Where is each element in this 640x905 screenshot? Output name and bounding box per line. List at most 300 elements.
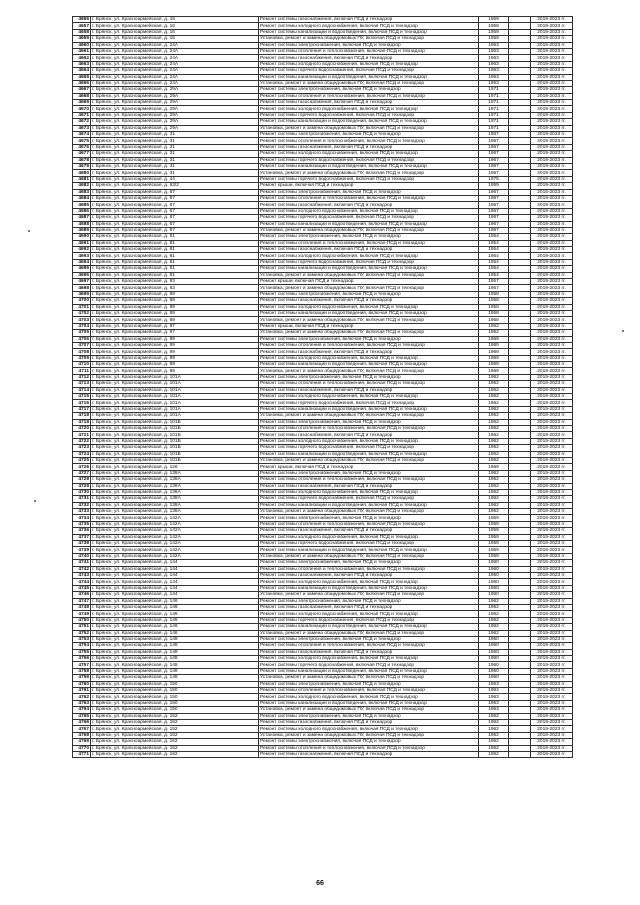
row-number: 4736 xyxy=(73,528,91,534)
row-build-year: 1962 xyxy=(479,470,509,476)
row-period: 2019-2023 гг. xyxy=(531,579,573,585)
row-build-year: 1960 xyxy=(479,592,509,598)
row-period: 2019-2023 гг. xyxy=(531,726,573,732)
row-work-type: Ремонт системы электроснабжения, включая ПСД и технадзор xyxy=(259,739,479,745)
row-period: 2019-2023 гг. xyxy=(531,279,573,285)
table-row xyxy=(73,342,573,348)
row-period: 2019-2023 гг. xyxy=(531,132,573,138)
table-row xyxy=(73,272,573,278)
row-work-type: Ремонт системы канализации и водоотведения, включая ПСД и технадзор xyxy=(259,221,479,227)
table-row xyxy=(73,579,573,585)
row-address: г. Брянск, ул. Красноармейская, д. 150 xyxy=(91,681,259,687)
row-number: 4706 xyxy=(73,336,91,342)
row-build-year: 1962 xyxy=(479,489,509,495)
row-work-type: Ремонт системы холодного водоснабжения, включая ПСД и технадзор xyxy=(259,438,479,444)
row-work-type: Установка, ремонт и замена общедомовых ПУ, включая ПСД и технадзор xyxy=(259,170,479,176)
row-number: 4738 xyxy=(73,541,91,547)
row-work-type: Ремонт крыши, включая ПСД и технадзор xyxy=(259,464,479,470)
scan-speck xyxy=(622,330,624,332)
table-row xyxy=(73,68,573,74)
row-build-year: 1969 xyxy=(479,336,509,342)
row-build-year: 1962 xyxy=(479,496,509,502)
row-build-year: 1960 xyxy=(479,656,509,662)
table-row xyxy=(73,259,573,265)
row-work-type: Ремонт системы холодного водоснабжения, включая ПСД и технадзор xyxy=(259,23,479,29)
row-work-type: Ремонт системы холодного водоснабжения, включая ПСД и технадзор xyxy=(259,394,479,400)
row-address: г. Брянск, ул. Красноармейская, д. 148 xyxy=(91,636,259,642)
table-row xyxy=(73,368,573,374)
row-period: 2019-2023 гг. xyxy=(531,151,573,157)
row-address: г. Брянск, ул. Красноармейская, д. 29А xyxy=(91,119,259,125)
table-row xyxy=(73,387,573,393)
row-address: г. Брянск, ул. Красноармейская, д. 101Б xyxy=(91,457,259,463)
row-period: 2019-2023 гг. xyxy=(531,700,573,706)
row-build-year: 1960 xyxy=(479,643,509,649)
row-address: г. Брянск, ул. Красноармейская, д. 81 xyxy=(91,266,259,272)
row-number: 4661 xyxy=(73,48,91,54)
row-address: г. Брянск, ул. Красноармейская, д. 162 xyxy=(91,745,259,751)
row-address: г. Брянск, ул. Красноармейская, д. 146 xyxy=(91,624,259,630)
row-address: г. Брянск, ул. Красноармейская, д. 148 xyxy=(91,675,259,681)
table-row xyxy=(73,138,573,144)
row-period: 2019-2023 гг. xyxy=(531,419,573,425)
row-address: г. Брянск, ул. Красноармейская, д. 97 xyxy=(91,330,259,336)
table-row xyxy=(73,323,573,329)
row-period: 2019-2023 гг. xyxy=(531,688,573,694)
row-number: 4678 xyxy=(73,157,91,163)
row-address: г. Брянск, ул. Красноармейская, д. 29А xyxy=(91,125,259,131)
table-row xyxy=(73,253,573,259)
table-row xyxy=(73,745,573,751)
row-period: 2015-2023 гг. xyxy=(531,560,573,566)
row-period: 2019-2023 гг. xyxy=(531,68,573,74)
table-row xyxy=(73,394,573,400)
row-number: 4743 xyxy=(73,572,91,578)
row-number: 4664 xyxy=(73,68,91,74)
row-period: 2019-2023 гг. xyxy=(531,202,573,208)
row-work-type: Ремонт системы электроснабжения, включая ПСД и технадзор xyxy=(259,515,479,521)
row-build-year: 1962 xyxy=(479,330,509,336)
row-address: г. Брянск, ул. Красноармейская, д. 152 xyxy=(91,732,259,738)
row-period: 2019-2023 гг. xyxy=(531,649,573,655)
row-address: г. Брянск, ул. Красноармейская, д. 81 xyxy=(91,240,259,246)
row-period: 2019-2023 гг. xyxy=(531,630,573,636)
row-address: г. Брянск, ул. Красноармейская, д. 101А xyxy=(91,400,259,406)
table-row xyxy=(73,624,573,630)
row-period: 2019-2023 гг. xyxy=(531,87,573,93)
row-build-year: 1954 xyxy=(479,259,509,265)
row-address: г. Брянск, ул. Красноармейская, д. 162 xyxy=(91,751,259,757)
row-build-year: 1971 xyxy=(479,100,509,106)
row-number: 4714 xyxy=(73,387,91,393)
row-period: 2019-2023 гг. xyxy=(531,719,573,725)
row-work-type: Установка, ремонт и замена общедомовых ПУ, включая ПСД и технадзор xyxy=(259,272,479,278)
row-address: г. Брянск, ул. Красноармейская, д. 99 xyxy=(91,342,259,348)
row-build-year: 1963 xyxy=(479,61,509,67)
table-body xyxy=(73,17,573,758)
row-work-type: Ремонт системы канализации и водоотведения, включая ПСД и технадзор xyxy=(259,362,479,368)
row-build-year: 1967 xyxy=(479,227,509,233)
table-row xyxy=(73,732,573,738)
row-build-year: 1954 xyxy=(479,253,509,259)
row-number: 4768 xyxy=(73,732,91,738)
row-build-year: 1960 xyxy=(479,572,509,578)
row-address: г. Брянск, ул. Красноармейская, д. 101Б xyxy=(91,426,259,432)
row-build-year: 1960 xyxy=(479,668,509,674)
table-row xyxy=(73,611,573,617)
row-build-year: 1963 xyxy=(479,68,509,74)
row-build-year: 1962 xyxy=(479,426,509,432)
table-row xyxy=(73,553,573,559)
row-build-year: 1962 xyxy=(479,483,509,489)
table-row xyxy=(73,585,573,591)
row-work-type: Ремонт системы холодного водоснабжения, включая ПСД и технадзор xyxy=(259,489,479,495)
row-build-year: 1962 xyxy=(479,419,509,425)
row-address: г. Брянск, ул. Красноармейская, д. 89 xyxy=(91,317,259,323)
row-period: 2019-2023 гг. xyxy=(531,183,573,189)
row-work-type: Ремонт системы холодного водоснабжения, включая ПСД и технадзор xyxy=(259,694,479,700)
row-build-year: 1959 xyxy=(479,183,509,189)
table-row xyxy=(73,189,573,195)
row-period: 2019-2023 гг. xyxy=(531,291,573,297)
row-work-type: Установка, ремонт и замена общедомовых ПУ, включая ПСД и технадзор xyxy=(259,317,479,323)
row-build-year: 1971 xyxy=(479,112,509,118)
table-row xyxy=(73,496,573,502)
row-work-type: Ремонт системы отопления и теплоснабжения, включая ПСД и технадзор xyxy=(259,521,479,527)
row-work-type: Ремонт системы холодного водоснабжения, включая ПСД и технадзор xyxy=(259,304,479,310)
row-number: 4693 xyxy=(73,253,91,259)
row-period: 2019-2023 гг. xyxy=(531,112,573,118)
row-build-year: 1958 xyxy=(479,310,509,316)
row-work-type: Ремонт системы холодного водоснабжения, включая ПСД и технадзор xyxy=(259,611,479,617)
row-work-type: Ремонт системы электроснабжения, включая ПСД и технадзор xyxy=(259,291,479,297)
row-build-year: 1962 xyxy=(479,374,509,380)
row-address: г. Брянск, ул. Красноармейская, д. 24А xyxy=(91,42,259,48)
row-period: 2019-2023 гг. xyxy=(531,170,573,176)
row-work-type: Установка, ремонт и замена общедомовых ПУ, включая ПСД и технадзор xyxy=(259,285,479,291)
row-number: 4758 xyxy=(73,668,91,674)
row-address: г. Брянск, ул. Красноармейская, д. 142А xyxy=(91,528,259,534)
row-period: 2019-2023 гг. xyxy=(531,215,573,221)
row-period: 2019-2023 гг. xyxy=(531,195,573,201)
table-row xyxy=(73,266,573,272)
row-address: г. Брянск, ул. Красноармейская, д. 29А xyxy=(91,87,259,93)
row-address: г. Брянск, ул. Красноармейская, д. 81 xyxy=(91,234,259,240)
row-build-year: 1962 xyxy=(479,387,509,393)
table-row xyxy=(73,592,573,598)
row-period: 2019-2023 гг. xyxy=(531,362,573,368)
row-work-type: Ремонт системы газоснабжения, включая ПСД и технадзор xyxy=(259,483,479,489)
row-number: 4690 xyxy=(73,234,91,240)
page-number: 66 xyxy=(316,880,324,887)
row-work-type: Ремонт системы горячего водоснабжения, включая ПСД и технадзор xyxy=(259,445,479,451)
row-number: 4669 xyxy=(73,100,91,106)
table-row xyxy=(73,719,573,725)
row-address: г. Брянск, ул. Красноармейская, д. 146 xyxy=(91,617,259,623)
row-period: 2019-2023 гг. xyxy=(531,707,573,713)
row-period: 2019-2023 гг. xyxy=(531,304,573,310)
row-build-year: 1971 xyxy=(479,93,509,99)
row-build-year: 1960 xyxy=(479,579,509,585)
row-period: 2019-2023 гг. xyxy=(531,336,573,342)
row-number: 4685 xyxy=(73,202,91,208)
row-address: г. Брянск, ул. Красноармейская, д. 148 xyxy=(91,668,259,674)
row-number: 4763 xyxy=(73,700,91,706)
row-build-year: 1962 xyxy=(479,745,509,751)
row-number: 4727 xyxy=(73,470,91,476)
table-row xyxy=(73,29,573,35)
row-period: 2019-2023 гг. xyxy=(531,483,573,489)
row-period: 2019-2023 гг. xyxy=(531,611,573,617)
row-build-year: 1962 xyxy=(479,457,509,463)
row-address: г. Брянск, ул. Красноармейская, д. 150 xyxy=(91,694,259,700)
capital-repair-table xyxy=(72,16,573,758)
row-period: 2019-2023 гг. xyxy=(531,80,573,86)
row-address: г. Брянск, ул. Красноармейская, д. 99 xyxy=(91,355,259,361)
row-period: 2015-2023 гг. xyxy=(531,189,573,195)
row-build-year: 1962 xyxy=(479,719,509,725)
row-address: г. Брянск, ул. Красноармейская, д. 89 xyxy=(91,310,259,316)
table-row xyxy=(73,630,573,636)
row-number: 4676 xyxy=(73,144,91,150)
row-period: 2019-2023 гг. xyxy=(531,496,573,502)
table-row xyxy=(73,298,573,304)
table-row xyxy=(73,144,573,150)
row-address: г. Брянск, ул. Красноармейская, д. 101А xyxy=(91,413,259,419)
row-address: г. Брянск, ул. Красноармейская, д. 31 xyxy=(91,163,259,169)
row-address: г. Брянск, ул. Красноармейская, д. 24А xyxy=(91,80,259,86)
row-period: 2019-2023 гг. xyxy=(531,387,573,393)
row-build-year: 1959 xyxy=(479,17,509,23)
row-work-type: Установка, ремонт и замена общедомовых ПУ, включая ПСД и технадзор xyxy=(259,413,479,419)
row-work-type: Ремонт системы канализации и водоотведения, включая ПСД и технадзор xyxy=(259,29,479,35)
row-work-type: Ремонт системы электроснабжения, включая ПСД и технадзор xyxy=(259,598,479,604)
table-row xyxy=(73,234,573,240)
row-build-year: 1975 xyxy=(479,176,509,182)
table-row xyxy=(73,560,573,566)
table-row xyxy=(73,304,573,310)
row-work-type: Ремонт системы электроснабжения, включая ПСД и технадзор xyxy=(259,681,479,687)
table-row xyxy=(73,125,573,131)
row-build-year: 1971 xyxy=(479,106,509,112)
row-number: 4671 xyxy=(73,112,91,118)
row-work-type: Ремонт системы холодного водоснабжения, включая ПСД и технадзор xyxy=(259,656,479,662)
table-row xyxy=(73,208,573,214)
row-number: 4674 xyxy=(73,132,91,138)
row-build-year: 1959 xyxy=(479,541,509,547)
row-build-year: 1963 xyxy=(479,74,509,80)
row-address: г. Брянск, ул. Красноармейская, д. 24А xyxy=(91,61,259,67)
table-row xyxy=(73,700,573,706)
row-number: 4682 xyxy=(73,183,91,189)
row-number: 4670 xyxy=(73,106,91,112)
row-address: г. Брянск, ул. Красноармейская, д. 67 xyxy=(91,195,259,201)
row-number: 4698 xyxy=(73,285,91,291)
row-number: 4723 xyxy=(73,445,91,451)
table-row xyxy=(73,604,573,610)
row-address: г. Брянск, ул. Красноармейская, д. 31 xyxy=(91,157,259,163)
row-address: г. Брянск, ул. Красноармейская, д. 142А xyxy=(91,534,259,540)
row-period: 2019-2023 гг. xyxy=(531,566,573,572)
row-work-type: Ремонт системы канализации и водоотведения, включая ПСД и технадзор xyxy=(259,406,479,412)
row-address: г. Брянск, ул. Красноармейская, д. 16 xyxy=(91,17,259,23)
row-work-type: Ремонт системы горячего водоснабжения, включая ПСД и технадзор xyxy=(259,68,479,74)
row-build-year: 1960 xyxy=(479,675,509,681)
row-number: 4663 xyxy=(73,61,91,67)
row-work-type: Ремонт системы горячего водоснабжения, включая ПСД и технадзор xyxy=(259,112,479,118)
row-number: 4767 xyxy=(73,726,91,732)
row-build-year: 1960 xyxy=(479,585,509,591)
row-period: 2019-2023 гг. xyxy=(531,713,573,719)
row-number: 4719 xyxy=(73,419,91,425)
row-address: г. Брянск, ул. Красноармейская, д. 29А xyxy=(91,112,259,118)
table-row xyxy=(73,279,573,285)
row-build-year: 1962 xyxy=(479,438,509,444)
row-period: 2019-2023 гг. xyxy=(531,668,573,674)
row-build-year: 1954 xyxy=(479,234,509,240)
row-number: 4741 xyxy=(73,560,91,566)
table-row xyxy=(73,406,573,412)
row-period: 2019-2023 гг. xyxy=(531,61,573,67)
row-number: 4755 xyxy=(73,649,91,655)
row-work-type: Ремонт системы отопления и теплоснабжения, включая ПСД и технадзор xyxy=(259,342,479,348)
row-build-year: 1959 xyxy=(479,534,509,540)
table-row xyxy=(73,662,573,668)
row-work-type: Ремонт системы канализации и водоотведения, включая ПСД и технадзор xyxy=(259,700,479,706)
table-row xyxy=(73,74,573,80)
row-number: 4672 xyxy=(73,119,91,125)
row-address: г. Брянск, ул. Красноармейская, д. 81 xyxy=(91,253,259,259)
row-number: 4720 xyxy=(73,426,91,432)
row-address: г. Брянск, ул. Красноармейская, д. 16 xyxy=(91,36,259,42)
row-build-year: 1963 xyxy=(479,700,509,706)
row-period: 2019-2023 гг. xyxy=(531,368,573,374)
row-address: г. Брянск, ул. Красноармейская, д. 67 xyxy=(91,221,259,227)
table-row xyxy=(73,221,573,227)
row-period: 2019-2023 гг. xyxy=(531,55,573,61)
row-address: г. Брянск, ул. Красноармейская, д. 101А xyxy=(91,374,259,380)
table-row xyxy=(73,291,573,297)
table-row xyxy=(73,413,573,419)
table-row xyxy=(73,688,573,694)
row-build-year: 1962 xyxy=(479,739,509,745)
row-work-type: Ремонт системы газоснабжения, включая ПСД и технадзор xyxy=(259,298,479,304)
row-number: 4703 xyxy=(73,317,91,323)
table-row xyxy=(73,694,573,700)
row-address: г. Брянск, ул. Красноармейская, д. 101Б xyxy=(91,451,259,457)
row-work-type: Ремонт системы отопления и теплоснабжения, включая ПСД и технадзор xyxy=(259,381,479,387)
row-work-type: Ремонт системы холодного водоснабжения, включая ПСД и технадзор xyxy=(259,253,479,259)
row-number: 4683 xyxy=(73,189,91,195)
row-work-type: Установка, ремонт и замена общедомовых ПУ, включая ПСД и технадзор xyxy=(259,707,479,713)
row-build-year: 1959 xyxy=(479,29,509,35)
table-row xyxy=(73,176,573,182)
row-work-type: Ремонт системы газоснабжения, включая ПСД и технадзор xyxy=(259,649,479,655)
row-build-year: 1962 xyxy=(479,413,509,419)
table-row xyxy=(73,636,573,642)
row-work-type: Ремонт системы отопления и теплоснабжения, включая ПСД и технадзор xyxy=(259,195,479,201)
row-period: 2019-2023 гг. xyxy=(531,247,573,253)
row-period: 2019-2023 гг. xyxy=(531,381,573,387)
table-row xyxy=(73,528,573,534)
row-address: г. Брянск, ул. Красноармейская, д. 44 xyxy=(91,176,259,182)
row-address: г. Брянск, ул. Красноармейская, д. 24А xyxy=(91,68,259,74)
row-period: 2019-2023 гг. xyxy=(531,534,573,540)
row-number: 4702 xyxy=(73,310,91,316)
row-period: 2019-2023 гг. xyxy=(531,515,573,521)
row-address: г. Брянск, ул. Красноармейская, д. 152 xyxy=(91,726,259,732)
row-period: 2019-2023 гг. xyxy=(531,477,573,483)
row-address: г. Брянск, ул. Красноармейская, д. 29А xyxy=(91,100,259,106)
row-work-type: Установка, ремонт и замена общедомовых ПУ, включая ПСД и технадзор xyxy=(259,227,479,233)
row-address: г. Брянск, ул. Красноармейская, д. 126 xyxy=(91,464,259,470)
row-address: г. Брянск, ул. Красноармейская, д. 101Б xyxy=(91,419,259,425)
row-work-type: Ремонт системы газоснабжения, включая ПСД и технадзор xyxy=(259,387,479,393)
table-row xyxy=(73,419,573,425)
row-number: 4732 xyxy=(73,502,91,508)
row-work-type: Ремонт системы отопления и теплоснабжения, включая ПСД и технадзор xyxy=(259,138,479,144)
row-period: 2019-2023 гг. xyxy=(531,553,573,559)
row-period: 2019-2023 гг. xyxy=(531,138,573,144)
row-period: 2019-2023 гг. xyxy=(531,349,573,355)
row-work-type: Ремонт системы горячего водоснабжения, включая ПСД и технадзор xyxy=(259,176,479,182)
row-period: 2019-2023 гг. xyxy=(531,253,573,259)
row-work-type: Ремонт системы электроснабжения, включая ПСД и технадзор xyxy=(259,636,479,642)
row-work-type: Ремонт системы канализации и водоотведения, включая ПСД и технадзор xyxy=(259,547,479,553)
row-work-type: Ремонт системы канализации и водоотведения, включая ПСД и технадзор xyxy=(259,668,479,674)
row-address: г. Брянск, ул. Красноармейская, д. 150 xyxy=(91,688,259,694)
row-number: 4660 xyxy=(73,42,91,48)
table-row xyxy=(73,426,573,432)
row-number: 4710 xyxy=(73,362,91,368)
row-build-year: 1962 xyxy=(479,611,509,617)
table-row xyxy=(73,438,573,444)
table-row xyxy=(73,170,573,176)
row-period: 2019-2023 гг. xyxy=(531,470,573,476)
row-number: 4752 xyxy=(73,630,91,636)
row-work-type: Установка, ремонт и замена общедомовых ПУ, включая ПСД и технадзор xyxy=(259,630,479,636)
row-period: 2019-2023 гг. xyxy=(531,330,573,336)
row-work-type: Ремонт системы холодного водоснабжения, включая ПСД и технадзор xyxy=(259,579,479,585)
row-address: г. Брянск, ул. Красноармейская, д. 101Б xyxy=(91,432,259,438)
row-build-year: 1958 xyxy=(479,298,509,304)
table-row xyxy=(73,157,573,163)
table-row xyxy=(73,381,573,387)
row-address: г. Брянск, ул. Красноармейская, д. 150 xyxy=(91,707,259,713)
row-address: г. Брянск, ул. Красноармейская, д. 67 xyxy=(91,215,259,221)
row-build-year: 1962 xyxy=(479,617,509,623)
row-build-year: 1971 xyxy=(479,119,509,125)
table-row xyxy=(73,112,573,118)
row-number: 4696 xyxy=(73,272,91,278)
table-row xyxy=(73,598,573,604)
row-build-year: 1962 xyxy=(479,624,509,630)
row-address: г. Брянск, ул. Красноармейская, д. 31 xyxy=(91,170,259,176)
table-row xyxy=(73,713,573,719)
row-work-type: Ремонт системы отопления и теплоснабжения, включая ПСД и технадзор xyxy=(259,240,479,246)
row-address: г. Брянск, ул. Красноармейская, д. 138А xyxy=(91,502,259,508)
row-build-year: 1957 xyxy=(479,279,509,285)
row-period: 2019-2023 гг. xyxy=(531,604,573,610)
row-period: 2019-2023 гг. xyxy=(531,125,573,131)
row-number: 4709 xyxy=(73,355,91,361)
row-work-type: Ремонт системы газоснабжения, включая ПСД и технадзор xyxy=(259,719,479,725)
row-build-year: 1971 xyxy=(479,125,509,131)
row-period: 2019-2023 гг. xyxy=(531,502,573,508)
row-number: 4750 xyxy=(73,617,91,623)
row-work-type: Ремонт системы электроснабжения, включая ПСД и технадзор xyxy=(259,560,479,566)
row-address: г. Брянск, ул. Красноармейская, д. 31 xyxy=(91,132,259,138)
